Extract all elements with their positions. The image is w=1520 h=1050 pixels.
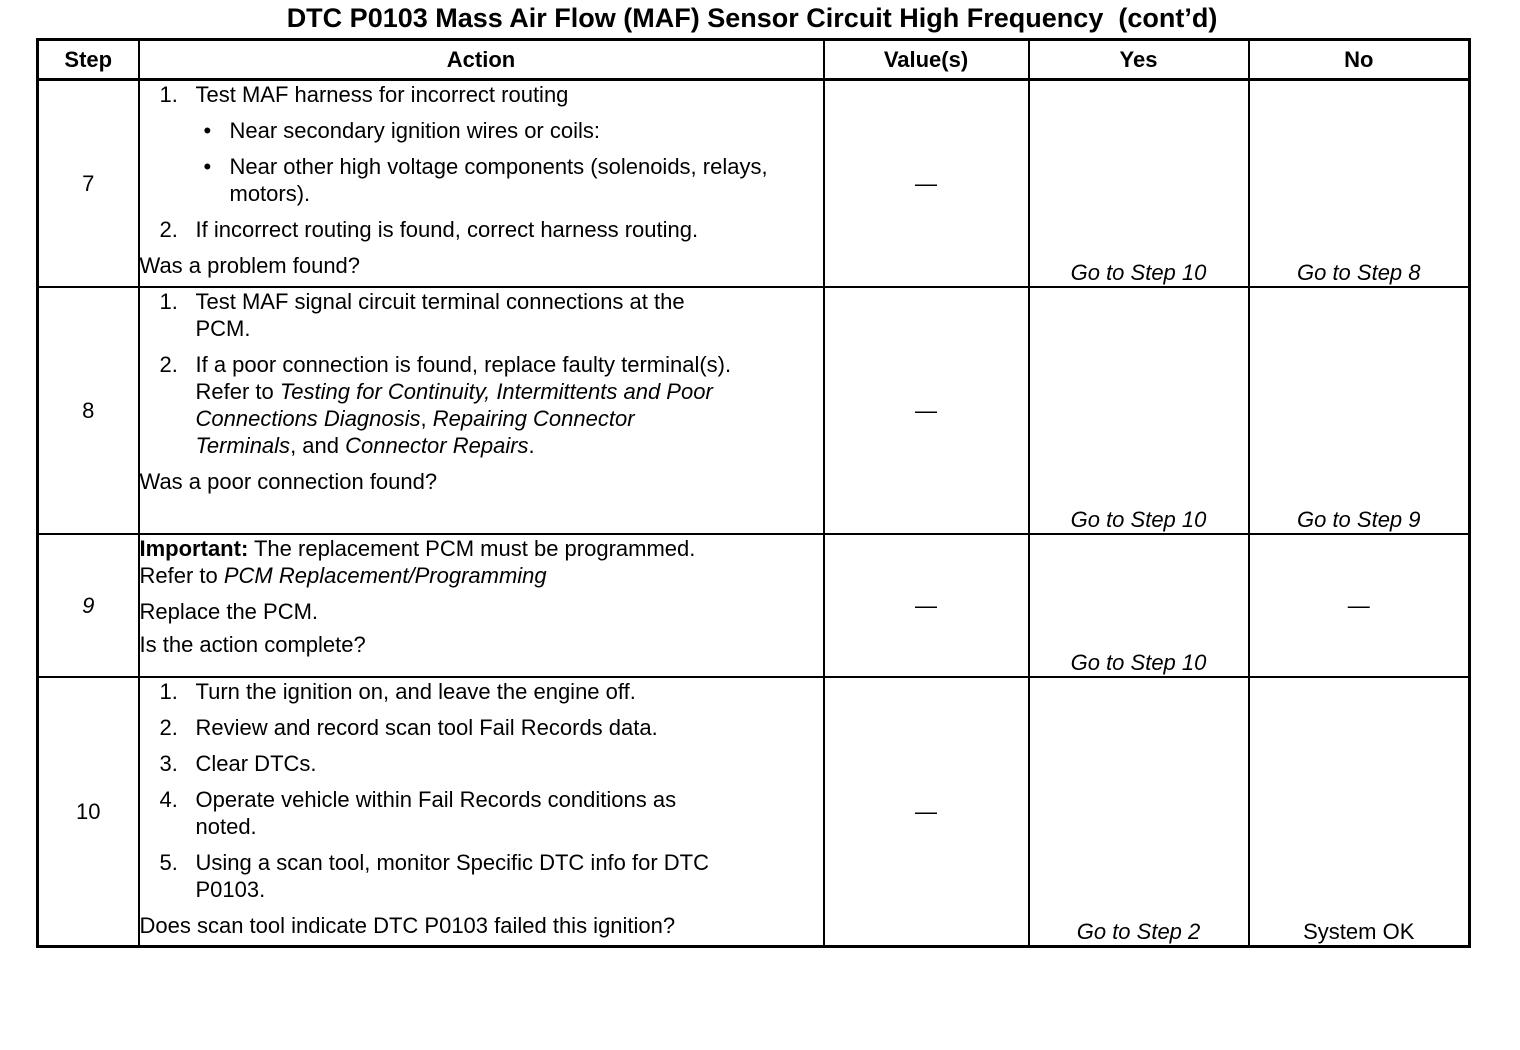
list-text: Test MAF harness for incorrect routing [195, 82, 569, 107]
important-label: Important: [139, 535, 249, 561]
list-text-part: If a poor connection is found, replace faulty terminal(s). Refer to [195, 351, 732, 404]
bullet-text: Near secondary ignition wires or coils: [229, 118, 600, 143]
step-number: 9 [38, 534, 139, 677]
header-yes: Yes [1029, 40, 1249, 80]
list-number: 5. [159, 849, 178, 875]
bullet-item [140, 153, 823, 207]
reference-link[interactable]: Connector Repairs [345, 432, 529, 458]
action-cell [139, 677, 824, 947]
yes-link[interactable]: Go to Step 10 [1070, 259, 1207, 285]
list-item [140, 81, 823, 108]
table-row-step-9 [38, 534, 1470, 677]
list-text: Clear DTCs. [195, 750, 317, 776]
list-text: If incorrect routing is found, correct harness routing. [195, 217, 699, 242]
no-cell [1249, 677, 1470, 947]
reference-link[interactable]: Repairing Connector Terminals [195, 405, 635, 458]
list-text: Turn the ignition on, and leave the engine off. [195, 678, 636, 704]
reference-link[interactable]: PCM Replacement/Programming [223, 562, 547, 588]
header-values: Value(s) [824, 40, 1029, 80]
list-text: Review and record scan tool Fail Records data. [195, 714, 658, 740]
important-text: The replacement PCM must be programmed. [248, 535, 696, 561]
list-item [140, 849, 823, 903]
yes-cell [1029, 80, 1249, 287]
yes-cell [1029, 534, 1249, 677]
yes-link[interactable]: Go to Step 10 [1070, 649, 1207, 675]
list-text-part: , and [290, 432, 346, 458]
yes-link[interactable]: Go to Step 2 [1076, 919, 1201, 944]
no-cell [1249, 80, 1470, 287]
table-row-step-10 [38, 677, 1470, 947]
reference-link[interactable]: Testing for Continuity, Intermittents and Poor Connections Diagnosis [195, 378, 713, 431]
list-number: 1. [159, 678, 178, 704]
header-row [38, 40, 1470, 80]
value-cell: — [824, 534, 1029, 677]
list-item [140, 351, 823, 459]
list-item [140, 288, 823, 342]
action-text: Replace the PCM. [139, 598, 319, 624]
question-text: Was a poor connection found? [139, 468, 438, 494]
yes-link[interactable]: Go to Step 10 [1070, 506, 1207, 532]
table-row-step-8 [38, 287, 1470, 534]
page-title: DTC P0103 Mass Air Flow (MAF) Sensor Circuit High Frequency (cont’d) [286, 3, 1218, 33]
value-cell: — [824, 80, 1029, 287]
list-number: 4. [159, 786, 178, 812]
diagnostic-table [36, 38, 1471, 948]
question-text: Is the action complete? [139, 631, 366, 657]
bullet-item [140, 117, 823, 144]
no-cell [1249, 287, 1470, 534]
list-item [140, 750, 823, 777]
list-text [196, 351, 736, 459]
step-number: 10 [38, 677, 139, 947]
yes-cell [1029, 287, 1249, 534]
refer-prefix: Refer to [139, 562, 224, 588]
no-value: — [1347, 592, 1370, 618]
list-item [140, 714, 823, 741]
action-cell [139, 534, 824, 677]
list-number: 3. [159, 750, 178, 776]
important-note [140, 535, 823, 589]
list-number: 2. [159, 714, 178, 740]
list-item [140, 216, 823, 243]
bullet-text: Near other high voltage components (solenoids, relays, motors). [229, 154, 768, 206]
header-step: Step [38, 40, 139, 80]
bullet-icon: • [203, 154, 212, 179]
list-number: 1. [159, 82, 178, 107]
value-cell: — [824, 677, 1029, 947]
yes-cell [1029, 677, 1249, 947]
step-number: 8 [38, 287, 139, 534]
action-cell [139, 80, 824, 287]
list-item [140, 678, 823, 705]
no-cell [1249, 534, 1470, 677]
action-cell [139, 287, 824, 534]
list-text-part: , [420, 405, 433, 431]
header-action: Action [139, 40, 824, 80]
list-text: Operate vehicle within Fail Records conditions as noted. [195, 786, 677, 839]
header-no: No [1249, 40, 1470, 80]
list-text: Using a scan tool, monitor Specific DTC info for DTC P0103. [195, 849, 710, 902]
list-number: 2. [159, 351, 178, 377]
question-text: Does scan tool indicate DTC P0103 failed this ignition? [139, 912, 676, 938]
step-number: 7 [38, 80, 139, 287]
no-value: System OK [1303, 919, 1415, 944]
list-item [140, 786, 823, 840]
no-link[interactable]: Go to Step 8 [1296, 259, 1421, 285]
list-text: Test MAF signal circuit terminal connections at the PCM. [195, 288, 685, 341]
table-row-step-7 [38, 80, 1470, 287]
bullet-icon: • [203, 118, 212, 143]
no-link[interactable]: Go to Step 9 [1296, 506, 1421, 532]
question-text: Was a problem found? [139, 253, 361, 278]
list-number: 1. [159, 288, 178, 314]
list-text-part: . [528, 432, 535, 458]
list-number: 2. [159, 217, 178, 242]
value-cell: — [824, 287, 1029, 534]
